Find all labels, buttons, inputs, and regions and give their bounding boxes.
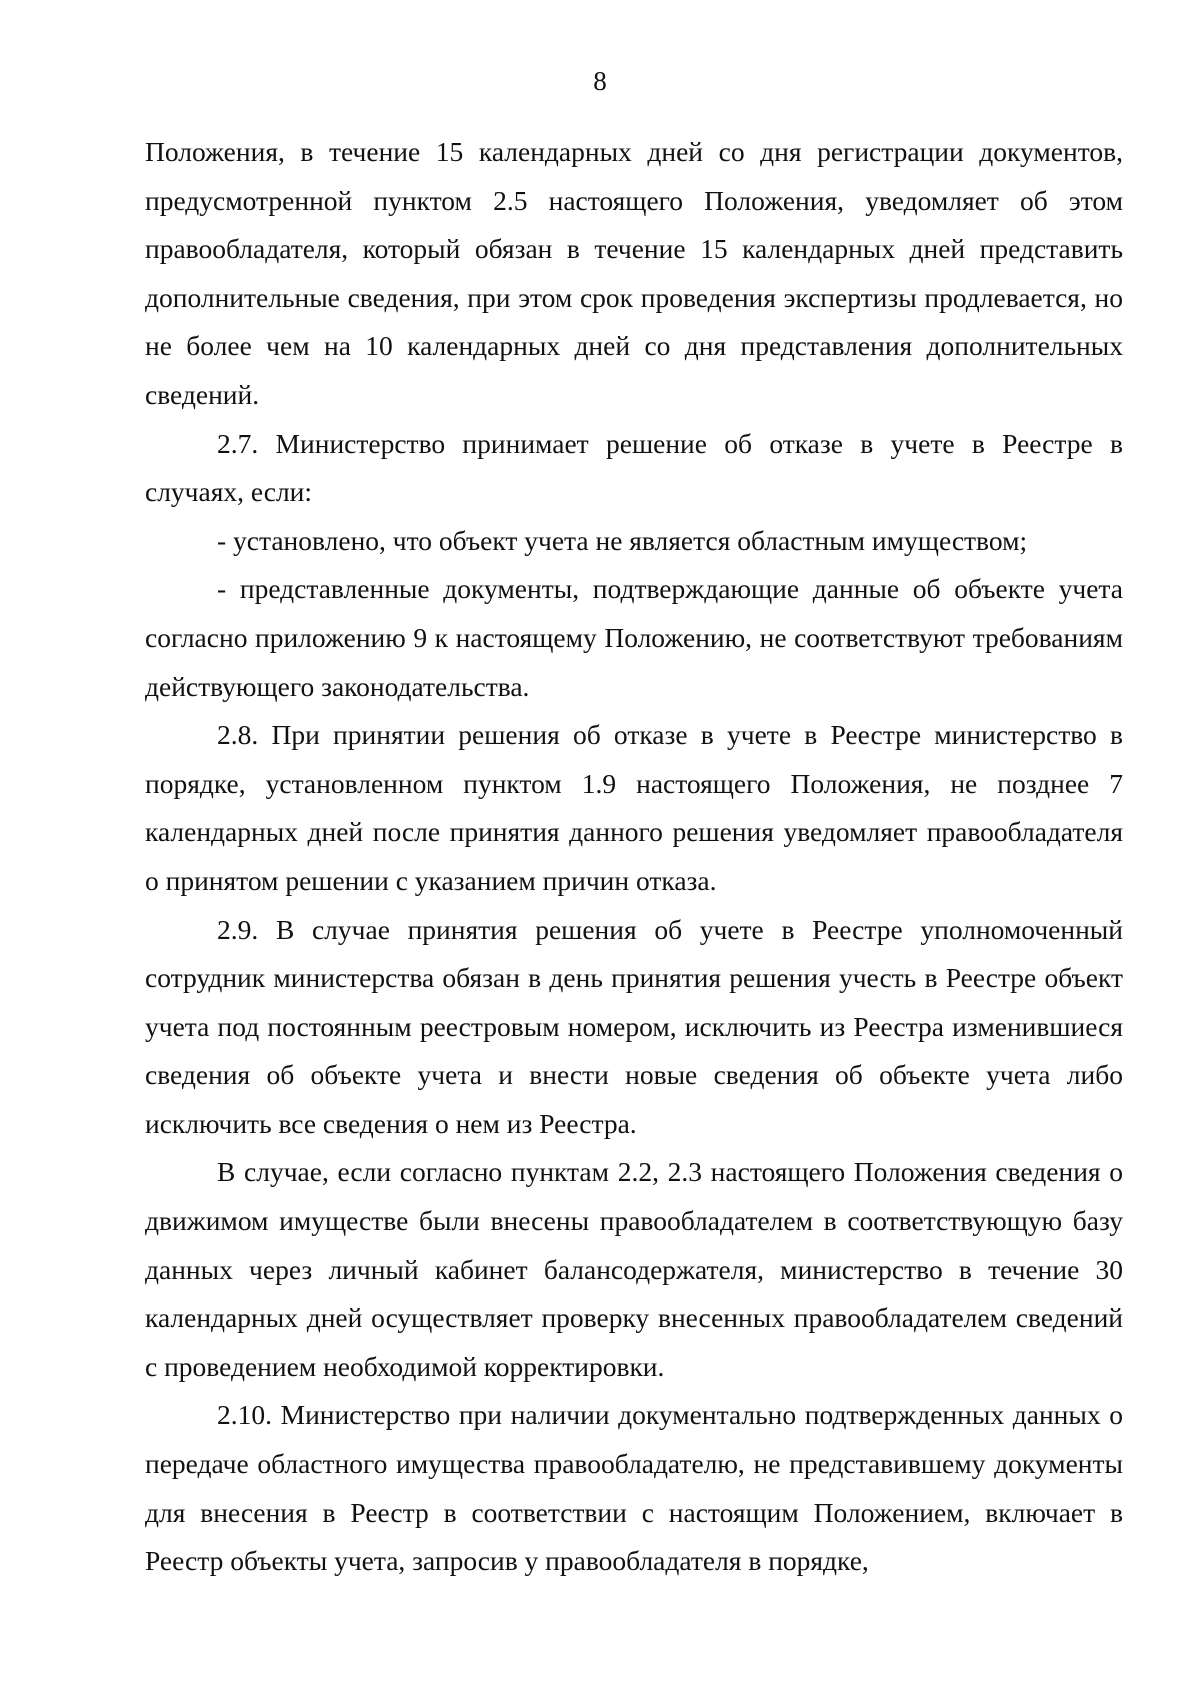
page-number: 8 [593, 66, 607, 96]
paragraph-2-7: 2.7. Министерство принимает решение об отказе в учете в Реестре в случаях, если: [145, 427, 1123, 508]
list-item-not-regional-property: - установлено, что объект учета не является областным имуществом; [217, 524, 1028, 556]
paragraph-2-8: 2.8. При принятии решения об отказе в учете в Реестре министерство в порядке, установленном пунктом 1.9 настоящего Положения, не позднее 7 календарных дней после принятия данного решения уведомляет правообладателя о принятом решении с указанием причин отказа. [145, 719, 1123, 896]
document-body [145, 128, 1123, 1586]
paragraph-2-10: 2.10. Министерство при наличии документально подтвержденных данных о передаче областного имущества правообладателю, не представившему документы для внесения в Реестр в соответствии с настоящим Положением, включает в Реестр объекты учета, запросив у правообладателя в порядке, [145, 1399, 1123, 1577]
paragraph-2-9: 2.9. В случае принятия решения об учете в Реестре уполномоченный сотрудник министерства обязан в день принятия решения учесть в Реестре объект учета под постоянным реестровым номером, исключить из Реестра изменившиеся сведения об объекте учета и внести новые сведения об объекте учета либо исключить все сведения о нем из Реестра. [145, 913, 1123, 1139]
paragraph-movable-property: В случае, если согласно пунктам 2.2, 2.3 настоящего Положения сведения о движимом имуществе были внесены правообладателем в соответствующую базу данных через личный кабинет балансодержателя, министерство в течение 30 календарных дней осуществляет проверку внесенных правообладателем сведений с проведением необходимой корректировки. [145, 1156, 1123, 1382]
list-item-documents-noncompliant: - представленные документы, подтверждающие данные об объекте учета согласно приложению 9 к настоящему Положению, не соответствуют требованиям действующего законодательства. [145, 573, 1123, 702]
paragraph-continuation: Положения, в течение 15 календарных дней со дня регистрации документов, предусмотренной пунктом 2.5 настоящего Положения, уведомляет об этом правообладателя, который обязан в течение 15 календарных дней представить дополнительные сведения, при этом срок проведения экспертизы продлевается, но не более чем на 10 календарных дней со дня представления дополнительных сведений. [145, 136, 1123, 410]
